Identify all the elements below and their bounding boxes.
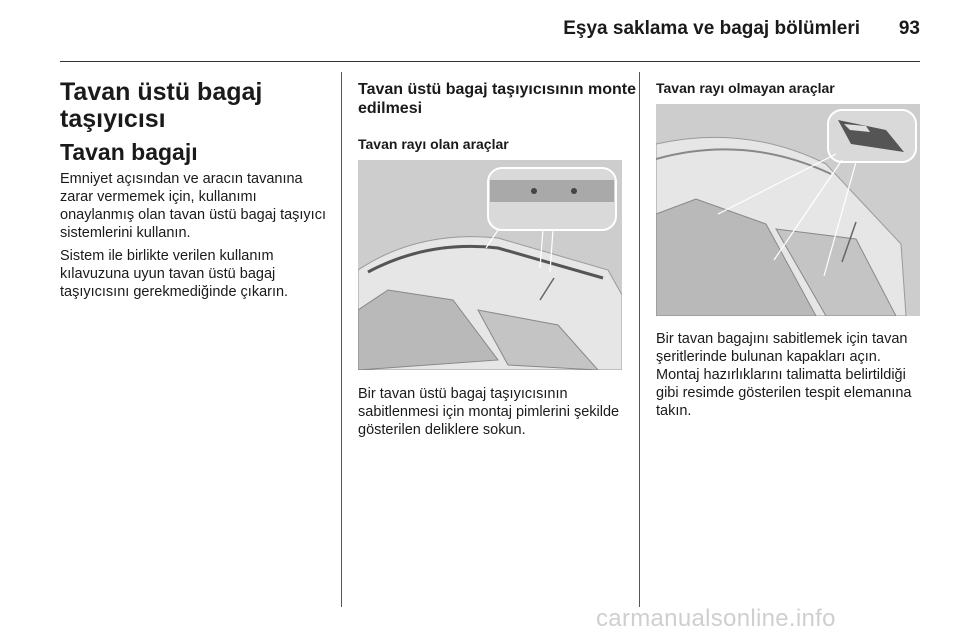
mounting-heading: Tavan üstü bagaj taşıyıcısının monte edilmesi — [358, 81, 636, 117]
with-rails-heading: Tavan rayı olan araçlar — [358, 136, 509, 152]
no-roof-rails-illustration — [656, 104, 920, 316]
paragraph-safety: Emniyet açısından ve aracın tavanına zarar vermemek için, kullanımı onaylanmış olan tavan üstü bagaj taşıyıcı sistemlerini kullanın. — [60, 171, 326, 241]
figure-roof-rails — [358, 160, 622, 370]
caption-without-rails: Bir tavan bagajını sabitlemek için tavan şeritlerinde bulunan kapakları açın. Montaj hazırlıklarını talimatta belirtildiği gibi resimde gösterilen tespit elemanına takın. — [656, 331, 912, 419]
caption-with-rails: Bir tavan üstü bagaj taşıyıcısının sabitlenmesi için montaj pimlerini şekilde gösterilen deliklere sokun. — [358, 386, 620, 438]
page-header-title: Eşya saklama ve bagaj bölümleri — [563, 18, 860, 39]
without-rails-heading: Tavan rayı olmayan araçlar — [656, 80, 835, 96]
watermark-text: carmanualsonline.info — [596, 605, 836, 632]
roof-rails-illustration — [358, 160, 622, 370]
header-divider — [60, 61, 920, 62]
figure-no-roof-rails — [656, 104, 920, 316]
paragraph-instructions: Sistem ile birlikte verilen kullanım kılavuzuna uyun tavan üstü bagaj taşıyıcısını gerekmediğinde çıkarın. — [60, 248, 289, 300]
subsection-heading: Tavan bagajı — [60, 139, 198, 165]
column-divider-2 — [639, 72, 640, 607]
page-number: 93 — [898, 18, 920, 39]
section-heading: Tavan üstü bagaj taşıyıcısı — [60, 78, 263, 133]
column-divider-1 — [341, 72, 342, 607]
